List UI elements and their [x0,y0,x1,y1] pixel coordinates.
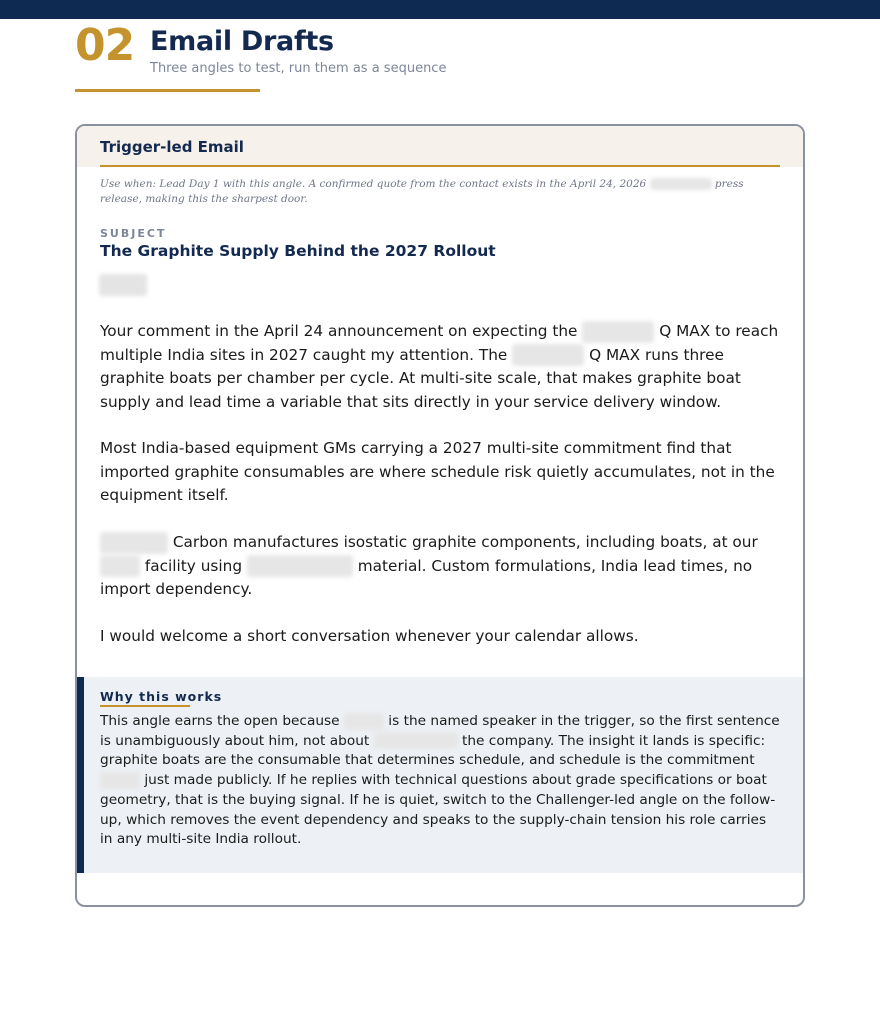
card-title: Trigger-led Email [100,138,244,156]
email-text: material. Custom formulations, India lead times, no import dependency. [100,556,753,598]
email-paragraph-4: I would welcome a short conversation whenever your calendar allows. [100,627,639,645]
why-text: the company. The insight it lands is specific: graphite boats are the consumable that determines schedule, and schedule is the commitment [100,732,766,769]
accent-bar [77,677,84,873]
card-header [77,126,803,167]
page-title: Email Drafts [150,26,334,57]
email-paragraph-3 [100,531,785,602]
top-bar [0,0,880,19]
header-divider [75,89,260,92]
why-text: is the named speaker in the trigger, so the first sentence is unambiguously about him, not about [100,713,780,749]
email-text: Your comment in the April 24 announcement on expecting the [100,322,578,340]
redacted-text [100,532,168,554]
subject-label: SUBJECT [100,227,167,240]
email-paragraph-1 [100,320,785,414]
redacted-text [582,321,654,343]
why-text: just made publicly. If he replies with technical questions about grade specifications or boat geometry, that is the buying signal. If he is quiet, switch to the Challenger-led angle on the follow-up, which removes the event dependency and speaks to the supply-chain tension his role carries in any multi-site India rollout. [100,772,776,848]
why-text: This angle earns the open because [100,713,340,729]
why-label-underline [100,705,190,707]
why-label: Why this works [100,689,223,704]
section-number: 02 [75,20,135,71]
redacted-text [374,732,458,749]
email-text: facility using [144,556,243,575]
redacted-text [650,178,712,190]
redacted-greeting [99,274,147,296]
why-this-works-panel [77,677,803,873]
page-subtitle: Three angles to test, run them as a sequence [150,61,447,76]
subject-line: The Graphite Supply Behind the 2027 Rollout [100,242,496,260]
usage-note [100,177,780,206]
email-paragraph-2: Most India-based equipment GMs carrying a 2027 multi-site commitment find that imported graphite consumables are where schedule risk quietly accumulates, not in the equipment itself. [100,439,775,504]
email-text: Q MAX runs three graphite boats per chamber per cycle. At multi-site scale, that makes graphite boat supply and lead time a variable that sits directly in your service delivery window. [100,345,741,411]
usage-note-text-cont: press release, making this the sharpest door. [100,178,744,205]
usage-note-text: Use when: Lead Day 1 with this angle. A confirmed quote from the contact exists in the April 24, 2026 [100,178,647,190]
email-text: Q MAX to reach multiple India sites in 2027 caught my attention. The [100,322,779,364]
section-header [75,22,805,92]
redacted-text [512,344,584,366]
card-header-divider [100,165,780,167]
redacted-text [100,555,140,577]
redacted-text [247,555,353,577]
why-explanation [100,712,780,850]
email-text: Carbon manufactures isostatic graphite components, including boats, at our [172,533,758,551]
redacted-text [100,772,140,789]
email-card [75,124,805,907]
redacted-text [344,713,384,730]
